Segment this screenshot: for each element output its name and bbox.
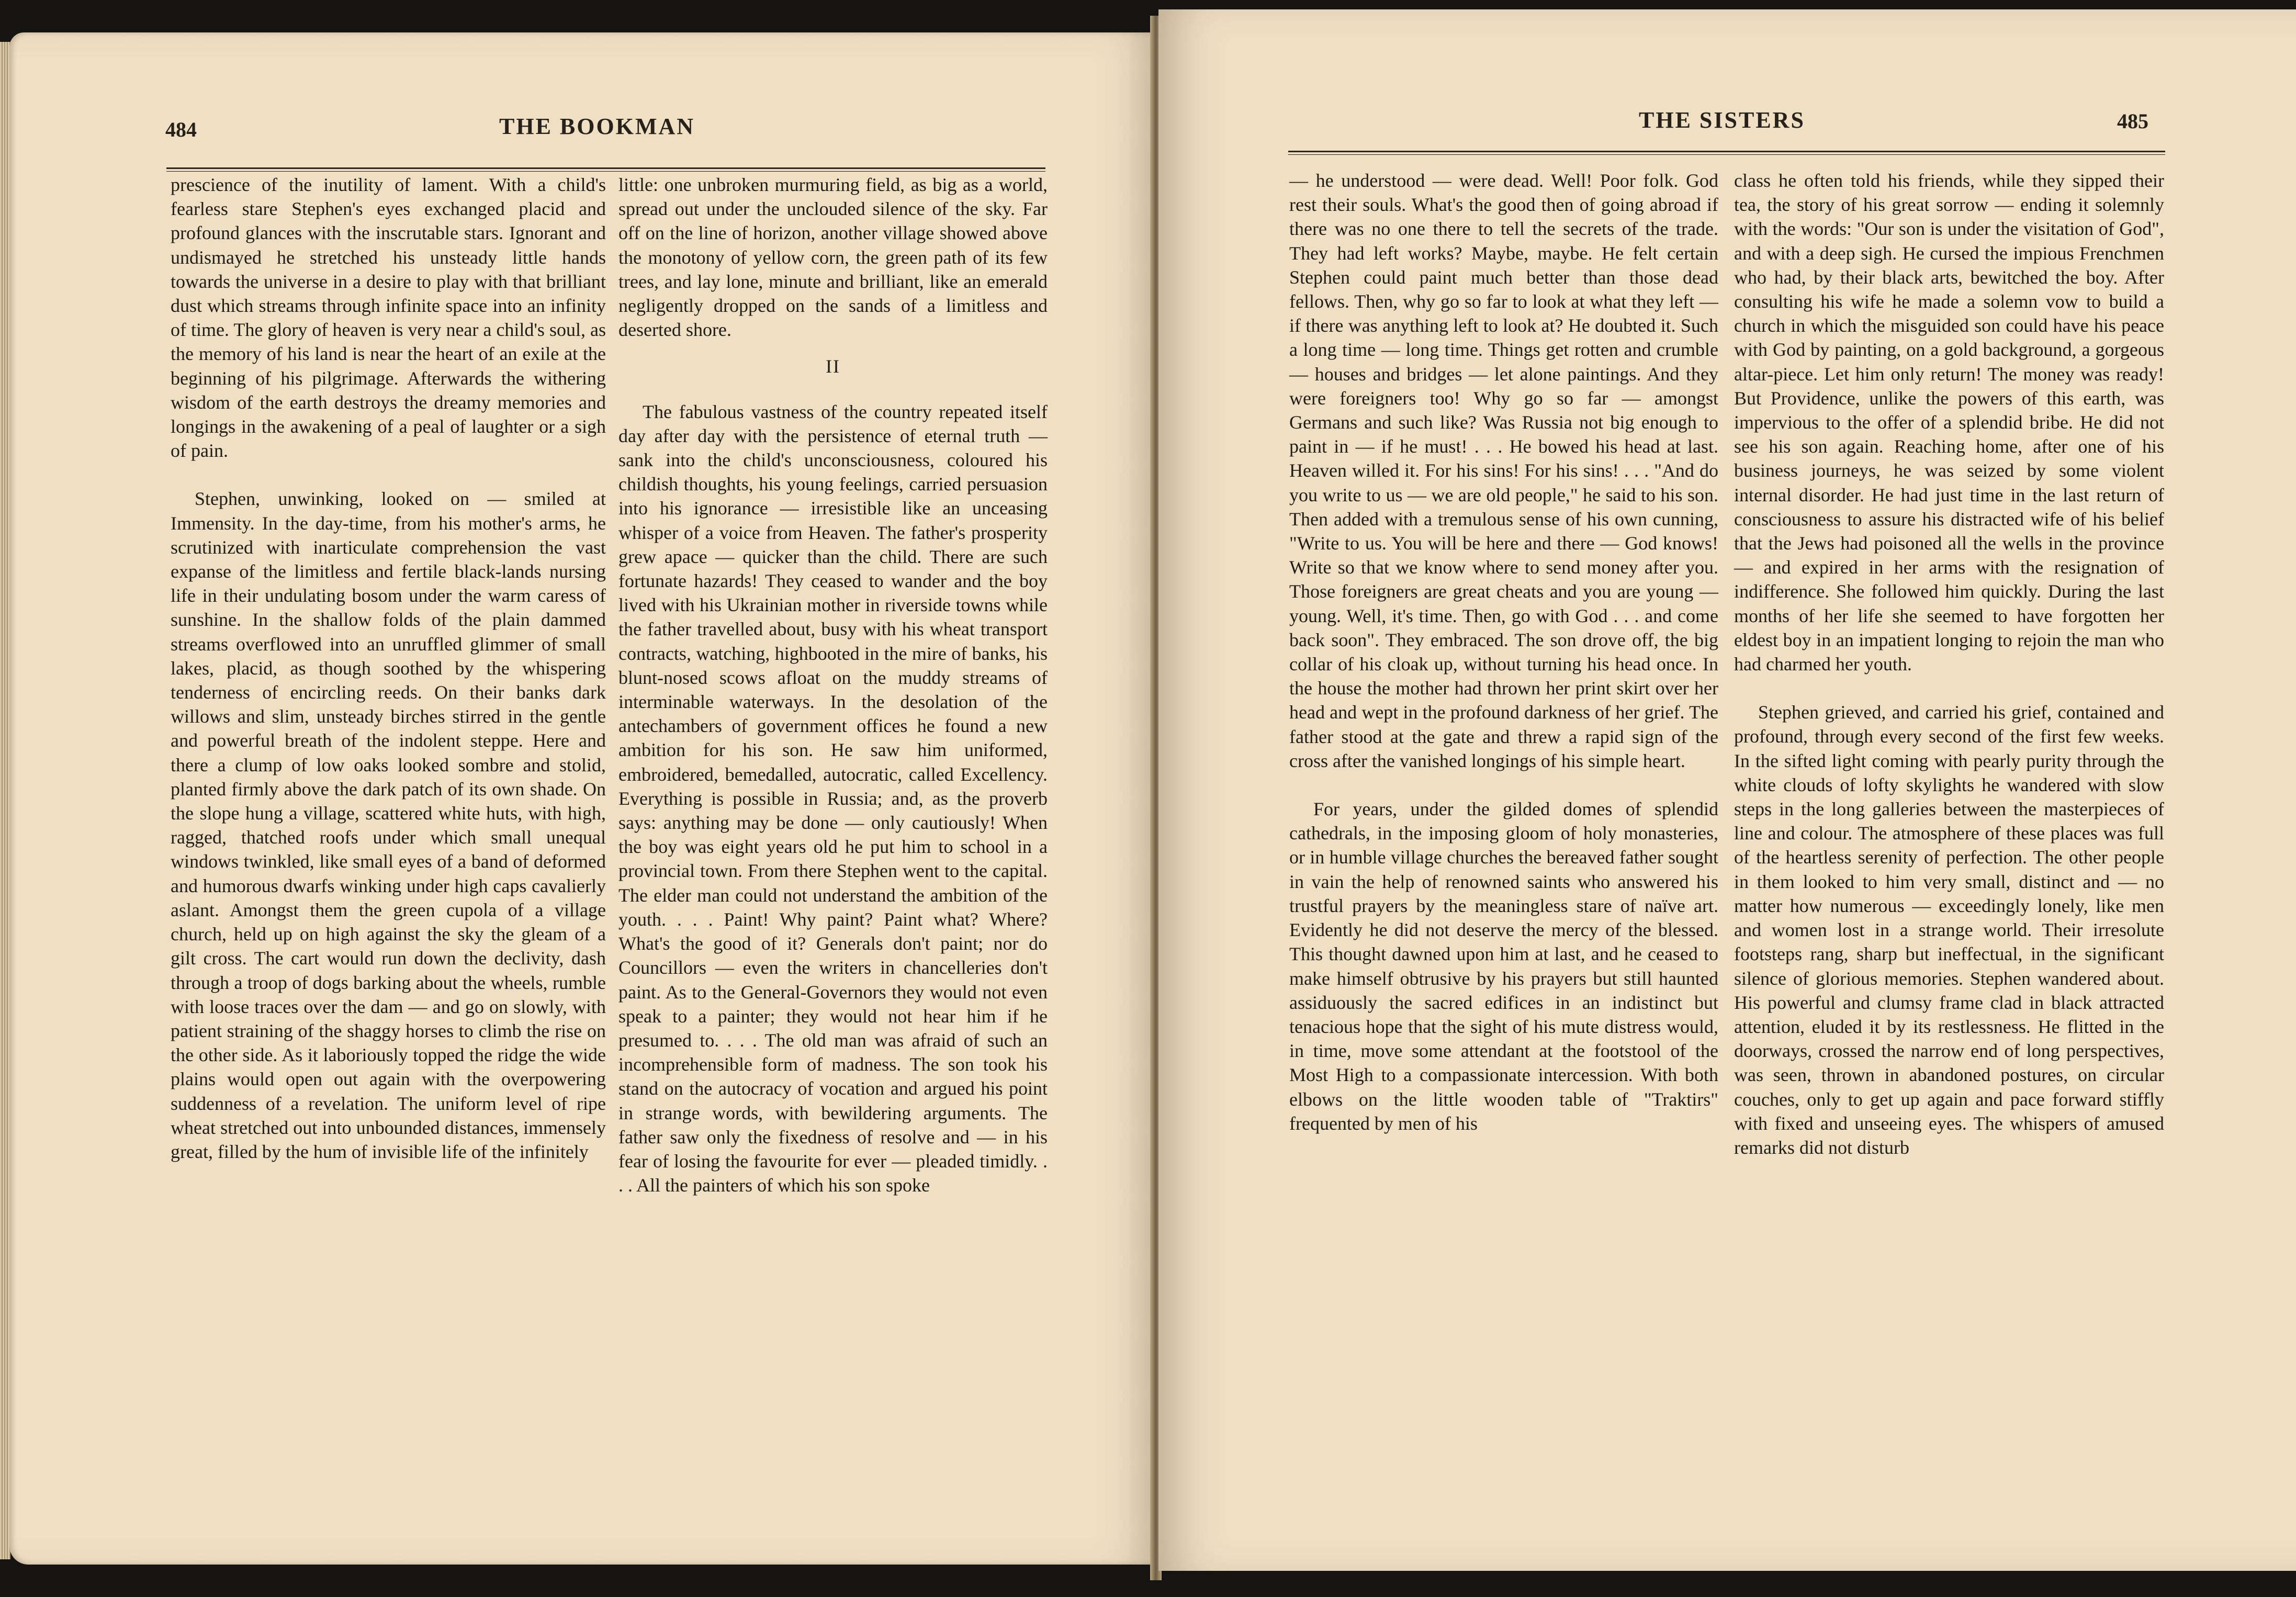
- paragraph: The fabulous vastness of the country repeated itself day after day with the persistence of eternal truth — sank into the child's unconsciousness, coloured his childish thoughts, his young feelings, carried persuasion into his ignorance — irresistible like an unceasing whisper of a voice from Heaven. The father's prosperity grew apace — quicker than the child. There are such fortunate hazards! They ceased to wander and the boy lived with his Ukrainian mother in riverside towns while the father travelled about, busy with his wheat transport contracts, watching, highbooted in the mire of banks, his blunt-nosed scows afloat on the muddy streams of interminable waterways. In the desolation of the antechambers of government offices he found a new ambition for his son. He saw him uniformed, embroidered, bemedalled, autocratic, called Excellency. Everything is possible in Russia; and, as the proverb says: anything may be done — only cautiously! When the boy was eight years old he put him to school in a provincial town. From there Stephen went to the capital. The elder man could not understand the ambition of the youth. . . . Paint! Why paint? Paint what? Where? What's the good of it? Generals don't paint; nor do Councillors — even the writers in chancelleries don't paint. As to the General-Governors they would not even speak to a painter; they would not hear him if he presumed to. . . . The old man was afraid of such an incomprehensible form of madness. The son took his stand on the autocracy of vocation and argued his point in strange words, with bewildering arguments. The father saw only the fixedness of resolve and — in his fear of losing the favourite for ever — pleaded timidly. . . . All the painters of which his son spoke: [618, 401, 1048, 1196]
- paragraph: little: one unbroken murmuring field, as big as a world, spread out under the unclouded silence of the sky. Far off on the line of horizon, another village showed above the monotony of yellow corn, the green path of its few trees, and lay lone, minute and brilliant, like an emerald negligently dropped on the sands of a limitless and deserted shore.: [618, 174, 1048, 341]
- header-rule: [1288, 151, 2165, 155]
- left-column-2: [618, 173, 1048, 1197]
- right-column-2: [1734, 168, 2164, 1160]
- paragraph: Stephen, unwinking, looked on — smiled at Immensity. In the day-time, from his mother's arms, he scrutinized with inarticulate comprehension the vast expanse of the limitless and fertile black-lands nursing life in their undulating bosom under the warm caress of sunshine. In the shallow folds of the plain dammed streams overflowed into an unruffled glimmer of small lakes, placid, as though soothed by the whispering tenderness of encircling reeds. On their banks dark willows and slim, unsteady birches stirred in the gentle and powerful breath of the indolent steppe. Here and there a clump of low oaks looked sombre and stolid, planted firmly above the dark patch of its own shade. On the slope hung a village, scattered white huts, with high, ragged, thatched roofs under which small unequal windows twinkled, like small eyes of a band of deformed and humorous dwarfs winking under high caps cavalierly aslant. Amongst them the green cupola of a village church, held up on high against the sky the gleam of a gilt cross. The cart would run down the declivity, dash through a troop of dogs barking about the wheels, rumble with loose traces over the dam — and go on slowly, with patient straining of the shaggy horses to climb the rise on the other side. As it laboriously topped the ridge the wide plains would open out again with the overpowering suddenness of a revelation. The uniform level of ripe wheat stretched out into unbounded distances, immensely great, filled by the hum of invisible life of the infinitely: [171, 488, 606, 1162]
- running-head: THE SISTERS: [1639, 107, 1805, 133]
- page-number: 484: [165, 118, 197, 141]
- right-page: [1158, 9, 2296, 1571]
- paragraph: For years, under the gilded domes of splendid cathedrals, in the imposing gloom of holy monasteries, or in humble village churches the bereaved father sought in vain the help of renowned saints who answered his trustful prayers by the meaningless stare of naïve art. Evidently he did not deserve the mercy of the blessed. This thought dawned upon him at last, and he ceased to make himself obtrusive by his prayers but still haunted assiduously the sacred edifices in an indistinct but tenacious hope that the sight of his mute distress would, in time, move some attendant at the footstool of the Most High to a compassionate intercession. With both elbows on the little wooden table of "Traktirs" frequented by men of his: [1289, 798, 1718, 1134]
- paragraph: — he understood — were dead. Well! Poor folk. God rest their souls. What's the good then of going abroad if there was no one there to tell the secrets of the trade. They had left works? Maybe, maybe. He felt certain Stephen could paint much better than those dead fellows. Then, why go so far to look at what they left — if there was anything left to look at? He doubted it. Such a long time — long time. Things get rotten and crumble — houses and bridges — let alone paintings. And they were foreigners too! Why go so far — amongst Germans and such like? Was Russia not big enough to paint in — if he must! . . . He bowed his head at last. Heaven willed it. For his sins! For his sins! . . . "And do you write to us — we are old people," he said to his son. Then added with a tremulous sense of his own cunning, "Write to us. You will be here and there — God knows! Write so that we know where to send money after you. Those foreigners are great cheats and you are young — young. Well, it's time. Then, go with God . . . and come back soon". They embraced. The son drove off, the big collar of his cloak up, without turning his head once. In the house the mother had thrown her print skirt over her head and wept in the profound darkness of her grief. The father stood at the gate and threw a rapid sign of the cross after the vanished longings of his simple heart.: [1289, 170, 1718, 771]
- page-number: 485: [2117, 109, 2148, 133]
- running-head: THE BOOKMAN: [499, 114, 695, 139]
- right-column-1: [1289, 168, 1718, 1135]
- header-rule: [166, 167, 1045, 172]
- paragraph: class he often told his friends, while they sipped their tea, the story of his great sorrow — ending it solemnly with the words: "Our son is under the visitation of God", and with a deep sigh. He cursed the impious Frenchmen who had, by their black arts, bewitched the boy. After consulting his wife he made a solemn vow to build a church in which the misguided son could have his peace with God by painting, on a gold background, a gorgeous altar-piece. Let him only return! The money was ready! But Providence, unlike the powers of this earth, was impervious to the offer of a splendid bribe. He did not see his son again. Reaching home, after one of his business journeys, he was seized by some violent internal disorder. He had just time in the last return of consciousness to assure his distracted wife of his belief that the Jews had poisoned all the wells in the province — and expired in her arms with the resignation of indifference. She followed him quickly. During the last months of her life she seemed to have forgotten her eldest boy in an impatient longing to rejoin the man who had charmed her youth.: [1734, 170, 2164, 675]
- left-column-1: [171, 173, 606, 1164]
- paragraph: prescience of the inutility of lament. With a child's fearless stare Stephen's eyes exchanged placid and profound glances with the inscrutable stars. Ignorant and undismayed he stretched his unsteady little hands towards the universe in a desire to play with that brilliant dust which streams through infinite space into an infinity of time. The glory of heaven is very near a child's soul, as the memory of his land is near the heart of an exile at the beginning of his pilgrimage. Afterwards the withering wisdom of the earth destroys the dreamy memories and longings in the awakening of a peal of laughter or a sigh of pain.: [171, 174, 606, 462]
- paragraph: Stephen grieved, and carried his grief, contained and profound, through every second of the first few weeks. In the sifted light coming with pearly purity through the white clouds of lofty skylights he wandered with slow steps in the long galleries between the masterpieces of line and colour. The atmosphere of these places was full of the heartless serenity of perfection. The other people in them looked to him very small, distinct and — no matter how numerous — exceedingly lonely, like men and women lost in a strange world. Their irresolute footsteps rang, sharp but ineffectual, in the significant silence of glorious memories. Stephen wandered about. His powerful and clumsy frame clad in black attracted attention, eluded it by its restlessness. He flitted in the doorways, crossed the narrow end of long perspectives, was seen, thrown in abandoned postures, on circular couches, only to get up again and pace forward stiffly with fixed and unseeing eyes. The whispers of amused remarks did not disturb: [1734, 702, 2164, 1158]
- left-page: [9, 32, 1153, 1565]
- page-edges: [0, 42, 10, 1559]
- section-number: II: [826, 356, 840, 377]
